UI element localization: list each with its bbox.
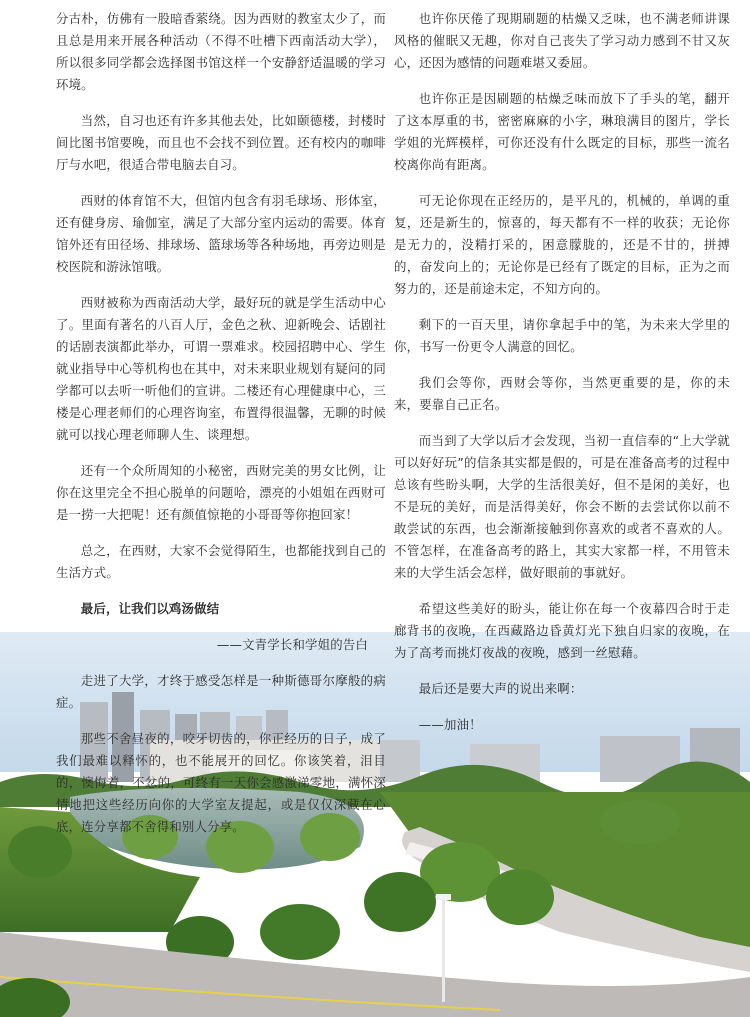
paragraph: 西财被称为西南活动大学，最好玩的就是学生活动中心了。里面有著名的八百人厅，金色之秋、迎新晚会、话剧社的话剧表演都此举办，可谓一票难求。校园招聘中心、学生就业指导中心等机构也在其中，对未来职业规划有疑问的同学都可以去听一听他们的宣讲。二楼还有心理健康中心，三楼是心理老师们的心理咨询室，布置得很温馨，无聊的时候就可以找心理老师聊人生、谈理想。 [56, 295, 386, 442]
paragraph: 我们会等你，西财会等你，当然更重要的是，你的未来，要靠自己正名。 [394, 375, 730, 412]
paragraph: 还有一个众所周知的小秘密，西财完美的男女比例，让你在这里完全不担心脱单的问题哈，漂亮的小姐姐在西财可是一捞一大把呢！还有颜值惊艳的小哥哥等你抱回家！ [56, 463, 386, 522]
left-text-column [56, 8, 386, 852]
paragraph: 可无论你现在正经历的，是平凡的，机械的，单调的重复，还是新生的，惊喜的，每天都有不一样的收获；无论你是无力的，没精打采的，困意朦胧的，还是不甘的，拼搏的，奋发向上的；无论你是已经有了既定的目标，正为之而努力的，还是前途未定，不知方向的。 [394, 193, 730, 296]
paragraph: 当然，自习也还有许多其他去处，比如颐德楼，封楼时间比图书馆要晚，而且也不会找不到位置。还有校内的咖啡厅与水吧，很适合带电脑去自习。 [56, 113, 386, 172]
paragraph: 而当到了大学以后才会发现，当初一直信奉的“上大学就可以好好玩”的信条其实都是假的，可是在准备高考的过程中总该有些盼头啊，大学的生活很美好，但不是闲的美好，也不是玩的美好，而是活得美好，你会不断的去尝试你以前不敢尝试的东西，也会渐渐接触到你喜欢的或者不喜欢的人。不管怎样，在准备高考的路上，其实大家都一样，不用管未来的大学生活会怎样，做好眼前的事就好。 [394, 433, 730, 580]
lamp-post [442, 897, 445, 1002]
right-text-column [394, 8, 730, 750]
paragraph: 最后还是要大声的说出来啊： [418, 681, 583, 696]
paragraph: 走进了大学，才终于感受怎样是一种斯德哥尔摩般的病症。 [56, 673, 386, 710]
paragraph: 剩下的一百天里，请你拿起手中的笔，为未来大学里的你，书写一份更令人满意的回忆。 [394, 317, 730, 354]
closing-cheer: ——加油！ [418, 717, 482, 732]
paragraph: 那些不舍昼夜的，咬牙切齿的，你正经历的日子，成了我们最难以释怀的，也不能展开的回忆。你该笑着，泪目的，懊悔着，不忿的，可终有一天你会感激涕零地，满怀深情地把这些经历向你的大学室友提起，或是仅仅深藏在心底，连分享都不舍得和别人分享。 [56, 731, 386, 834]
section-heading: 最后，让我们以鸡汤做结 [80, 601, 220, 616]
paragraph: 希望这些美好的盼头，能让你在每一个夜幕四合时于走廊背书的夜晚，在西藏路边昏黄灯光下独自归家的夜晚，在为了高考而挑灯夜战的夜晚，感到一丝慰藉。 [394, 601, 730, 660]
paragraph: 西财的体育馆不大，但馆内包含有羽毛球场、形体室，还有健身房、瑜伽室，满足了大部分室内运动的需要。体育馆外还有田径场、排球场、篮球场等各种场地，再旁边则是校医院和游泳馆哦。 [56, 193, 386, 274]
paragraph-cont: 分古朴，仿佛有一股暗香萦绕。因为西财的教室太少了，而且总是用来开展各种活动（不得不吐槽下西南活动大学），所以很多同学都会选择图书馆这样一个安静舒适温暖的学习环境。 [56, 11, 386, 92]
paragraph: 也许你厌倦了现期刷题的枯燥又乏味，也不满老师讲课风格的催眠又无趣，你对自己丧失了学习动力感到不甘又灰心，还因为感情的问题难堪又委屈。 [394, 11, 730, 70]
paragraph: 总之，在西财，大家不会觉得陌生，也都能找到自己的生活方式。 [56, 543, 386, 580]
paragraph: 也许你正是因刷题的枯燥乏味而放下了手头的笔，翻开了这本厚重的书，密密麻麻的小字，琳琅满目的图片，学长学姐的光辉模样，可你还没有什么既定的目标，那些一流名校离你尚有距离。 [394, 91, 730, 172]
signature-line: ——文青学长和学姐的告白 [216, 637, 368, 652]
